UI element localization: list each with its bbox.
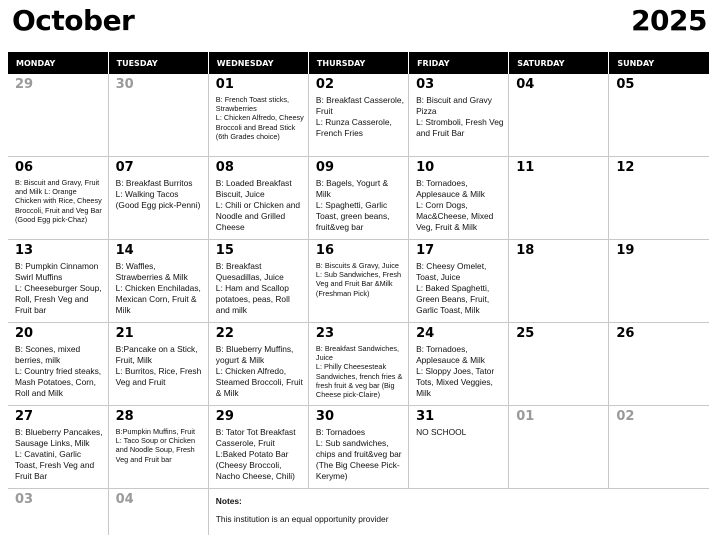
day-number: 02 — [616, 409, 635, 424]
calendar-week-row — [8, 406, 709, 489]
menu-text: NO SCHOOL — [416, 427, 467, 437]
calendar-week-row — [8, 157, 709, 240]
day-number: 04 — [516, 77, 535, 92]
weekday-header-monday: MONDAY — [8, 52, 108, 74]
menu-text: B: Tornadoes, Applesauce & Milk L: Sloppy Joes, Tator Tots, Mixed Veggies, Milk — [416, 344, 495, 398]
calendar-day-cell[interactable] — [108, 74, 208, 157]
day-number: 29 — [215, 409, 234, 424]
menu-text: B: Breakfast Burritos L: Walking Tacos (Good Egg pick-Penni) — [115, 178, 201, 210]
day-number: 30 — [315, 409, 335, 424]
calendar-day-cell[interactable] — [108, 323, 208, 406]
menu-text: B: Tornadoes, Applesauce & Milk L: Corn Dogs, Mac&Cheese, Mixed Veg, Fruit & Milk — [416, 178, 494, 232]
day-number: 24 — [416, 326, 435, 341]
day-number: 01 — [516, 409, 535, 424]
menu-text: B: Pumpkin Cinnamon Swirl Muffins L: Cheeseburger Soup, Roll, Fresh Veg and Fruit bar — [15, 261, 102, 315]
day-number: 03 — [15, 492, 34, 507]
day-number: 23 — [315, 326, 335, 341]
day-number: 05 — [616, 77, 635, 92]
day-number: 06 — [15, 160, 34, 175]
weekday-header-sunday: SUNDAY — [609, 52, 709, 74]
calendar-day-cell[interactable] — [509, 406, 609, 489]
calendar-day-cell[interactable] — [208, 323, 308, 406]
calendar-day-cell[interactable] — [208, 157, 308, 240]
calendar-week-row — [8, 489, 709, 536]
menu-text: B: Breakfast Casserole, Fruit L: Runza Casserole, French Fries — [315, 95, 404, 138]
day-number: 29 — [15, 77, 34, 92]
day-number: 11 — [516, 160, 535, 175]
menu-text: B: Tornadoes L: Sub sandwiches, chips and fruit&veg bar (The Big Cheese Pick-Keryme) — [315, 427, 402, 481]
day-number: 10 — [416, 160, 435, 175]
menu-text: B: Loaded Breakfast Biscuit, Juice L: Chili or Chicken and Noodle and Grilled Cheese — [215, 178, 301, 232]
day-number: 07 — [115, 160, 134, 175]
day-number: 27 — [15, 409, 34, 424]
weekday-header-wednesday: WEDNESDAY — [208, 52, 308, 74]
calendar-day-cell[interactable] — [409, 323, 509, 406]
calendar-day-cell[interactable] — [208, 406, 308, 489]
menu-text: B: Scones, mixed berries, milk L: Country fried steaks, Mash Potatoes, Corn, Roll and Milk — [15, 344, 102, 398]
day-number: 26 — [616, 326, 635, 341]
calendar-day-cell[interactable] — [8, 323, 108, 406]
calendar-day-cell[interactable] — [8, 406, 108, 489]
calendar-day-cell[interactable] — [509, 74, 609, 157]
notes-section — [208, 489, 709, 536]
day-number: 31 — [416, 409, 435, 424]
calendar-day-cell[interactable] — [509, 323, 609, 406]
weekday-header-friday: FRIDAY — [409, 52, 509, 74]
day-number: 14 — [115, 243, 134, 258]
calendar-day-cell[interactable] — [8, 489, 108, 536]
year-title: 2025 — [631, 4, 707, 37]
calendar-day-cell[interactable] — [409, 406, 509, 489]
calendar-day-cell[interactable] — [609, 157, 709, 240]
calendar-day-cell[interactable] — [108, 406, 208, 489]
calendar-day-cell[interactable] — [308, 406, 408, 489]
calendar-day-cell[interactable] — [8, 157, 108, 240]
calendar-day-cell[interactable] — [208, 240, 308, 323]
calendar-day-cell[interactable] — [609, 240, 709, 323]
day-number: 18 — [516, 243, 535, 258]
menu-text: B:Pumpkin Muffins, Fruit L: Taco Soup or Chicken and Noodle Soup, Fresh Veg and Fruit bar — [115, 427, 196, 464]
menu-text: B: Waffles, Strawberries & Milk L: Chicken Enchiladas, Mexican Corn, Fruit & Milk — [115, 261, 201, 315]
menu-text: B: Biscuit and Gravy Pizza L: Stromboli, Fresh Veg and Fruit Bar — [416, 95, 504, 138]
menu-text: B: Biscuits & Gravy, Juice L: Sub Sandwiches, Fresh Veg and Fruit Bar &Milk (Freshman Pick) — [315, 261, 402, 298]
menu-text: B: Breakfast Sandwiches, Juice L: Philly Cheesesteak Sandwiches, french fries & fresh fruit & veg bar (Big Cheese pick-Claire) — [315, 344, 403, 400]
day-number: 17 — [416, 243, 435, 258]
day-number: 12 — [616, 160, 635, 175]
menu-text: B: French Toast sticks, Strawberries L: Chicken Alfredo, Cheesy Broccoli and Bread Stick (6th Grades choice) — [215, 95, 304, 141]
calendar-grid — [8, 52, 709, 535]
weekday-header-thursday: THURSDAY — [308, 52, 408, 74]
day-number: 01 — [215, 77, 234, 92]
calendar-day-cell[interactable] — [108, 240, 208, 323]
calendar-day-cell[interactable] — [8, 240, 108, 323]
day-number: 25 — [516, 326, 535, 341]
notes-title: Notes: — [215, 496, 242, 506]
calendar-day-cell[interactable] — [609, 323, 709, 406]
notes-text: This institution is an equal opportunity provider — [215, 514, 389, 524]
day-number: 13 — [15, 243, 34, 258]
calendar-day-cell[interactable] — [308, 157, 408, 240]
day-number: 22 — [215, 326, 234, 341]
calendar-day-cell[interactable] — [409, 240, 509, 323]
calendar-week-row — [8, 240, 709, 323]
weekday-header-saturday: SATURDAY — [509, 52, 609, 74]
weekday-header-row — [8, 52, 709, 74]
calendar-day-cell[interactable] — [509, 240, 609, 323]
day-number: 08 — [215, 160, 234, 175]
day-number: 30 — [115, 77, 134, 92]
day-number: 21 — [115, 326, 134, 341]
month-title: October — [12, 4, 135, 37]
weekday-header-tuesday: TUESDAY — [108, 52, 208, 74]
calendar-day-cell[interactable] — [308, 323, 408, 406]
calendar-day-cell[interactable] — [409, 157, 509, 240]
day-number: 04 — [115, 492, 134, 507]
calendar-day-cell[interactable] — [8, 74, 108, 157]
day-number: 15 — [215, 243, 234, 258]
calendar-day-cell[interactable] — [509, 157, 609, 240]
day-number: 09 — [315, 160, 335, 175]
calendar-day-cell[interactable] — [208, 74, 308, 157]
menu-text: B: Biscuit and Gravy, Fruit and Milk L: Orange Chicken with Rice, Cheesy Broccoli, Fruit and Veg Bar (Good Egg pick-Chaz) — [15, 178, 102, 224]
calendar-day-cell[interactable] — [609, 74, 709, 157]
menu-text: B: Blueberry Muffins, yogurt & Milk L: Chicken Alfredo, Steamed Broccoli, Fruit & Milk — [215, 344, 303, 398]
calendar-day-cell[interactable] — [308, 74, 408, 157]
day-number: 28 — [115, 409, 134, 424]
menu-text: B: Tator Tot Breakfast Casserole, Fruit L:Baked Potato Bar (Cheesy Broccoli, Nacho Cheese, Chili) — [215, 427, 296, 481]
day-number: 16 — [315, 243, 335, 258]
menu-text: B:Pancake on a Stick, Fruit, Milk L: Burritos, Rice, Fresh Veg and Fruit — [115, 344, 202, 387]
calendar-week-row — [8, 323, 709, 406]
day-number: 02 — [315, 77, 335, 92]
calendar-day-cell[interactable] — [108, 157, 208, 240]
menu-text: B: Cheesy Omelet, Toast, Juice L: Baked Spaghetti, Green Beans, Fruit, Garlic Toast, Milk — [416, 261, 490, 315]
day-number: 03 — [416, 77, 435, 92]
day-number: 19 — [616, 243, 635, 258]
calendar-day-cell[interactable] — [409, 74, 509, 157]
calendar-weeks — [8, 74, 709, 535]
menu-text: B: Bagels, Yogurt & Milk L: Spaghetti, Garlic Toast, green beans, fruit&veg bar — [315, 178, 390, 232]
calendar-week-row — [8, 74, 709, 157]
calendar-day-cell[interactable] — [609, 406, 709, 489]
menu-text: B: Breakfast Quesadillas, Juice L: Ham and Scallop potatoes, peas, Roll and milk — [215, 261, 290, 315]
calendar-day-cell[interactable] — [108, 489, 208, 536]
calendar-day-cell[interactable] — [308, 240, 408, 323]
menu-text: B: Blueberry Pancakes, Sausage Links, Milk L: Cavatini, Garlic Toast, Fresh Veg and Fruit Bar — [15, 427, 103, 481]
day-number: 20 — [15, 326, 34, 341]
